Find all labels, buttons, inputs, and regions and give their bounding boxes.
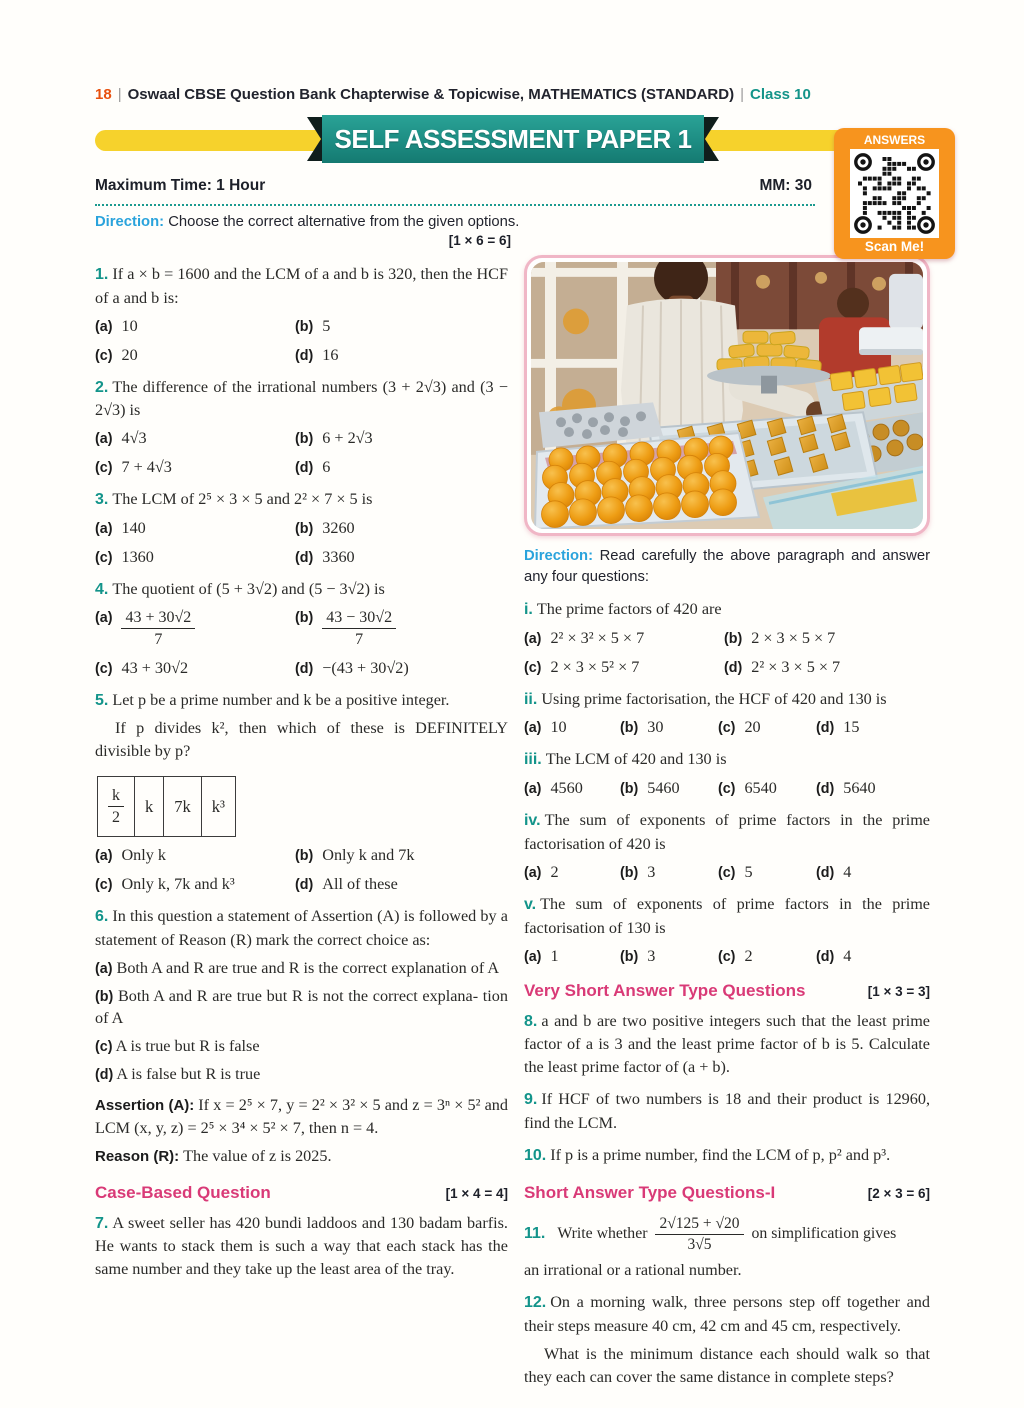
dotted-divider [95, 204, 815, 206]
option: (a) 2² × 3² × 5 × 7 [523, 628, 645, 647]
page-title: SELF ASSESSMENT PAPER 1 [334, 123, 692, 154]
sa1-section [524, 1183, 930, 1203]
sweet-shop-photo [524, 255, 930, 536]
subquestion-iii-options [524, 779, 930, 798]
option: (d) 6 [295, 458, 331, 477]
question-5-options [95, 846, 508, 894]
header-divider-2: | [740, 86, 744, 103]
question-11-tail: an irrational or a rational number. [523, 1261, 742, 1280]
question-4: 4. The quotient of (5 + 3√2) and (5 − 3√2) is [95, 580, 385, 599]
section-title: Short Answer Type Questions-I [523, 1182, 776, 1202]
question-11: 11. Write whether $\frac{2√125 + √20}{3√5}$ on simplification gives [523, 1214, 897, 1254]
qr-scan-label: Scan Me! [864, 239, 925, 254]
running-header [95, 86, 930, 103]
option: (d) 4 [815, 862, 852, 881]
assertion: Assertion (A): If x = 2⁵ × 7, y = 2² × 3² × 5 and z = 3ⁿ × 5² and LCM (x, y, z) = 2⁵ × 3⁴ × 5² × 7, then n = 4. [95, 1096, 508, 1138]
question-6-option-a: (a) Both A and R are true and R is the correct explanation of A [95, 959, 500, 978]
subquestion-v: v. The sum of exponents of prime factors in the prime factorisation of 130 is [523, 894, 930, 937]
direction-text: Read carefully the above paragraph and answer any four questions: [523, 548, 930, 586]
option: (c) 7 + 4√3 [95, 458, 172, 477]
question-2: 2. The difference of the irrational numbers (3 + 2√3) and (3 − 2√3) is [95, 377, 508, 420]
option: (c) 2 [717, 946, 753, 965]
subquestion-iv: iv. The sum of exponents of prime factors in the prime factorisation of 420 is [523, 811, 930, 853]
subquestion-i: i. The prime factors of 420 are [523, 599, 722, 618]
section-marks: [2 × 3 = 6] [867, 1185, 930, 1201]
option: (c) 20 [95, 345, 138, 364]
section-marks: [1 × 4 = 4] [445, 1185, 508, 1201]
question-3-options [95, 519, 508, 567]
banner-tag [322, 115, 704, 163]
title-banner [95, 115, 930, 165]
option: (a) Only k [95, 846, 166, 865]
table-cell: $\frac{k}{2}$ [98, 777, 135, 837]
reason: Reason (R): The value of z is 2025. [95, 1146, 332, 1165]
question-1-options [95, 317, 508, 365]
option: (d) 4 [815, 946, 852, 965]
option: (a) 4560 [523, 779, 583, 798]
question-7: 7. A sweet seller has 420 bundi laddoos and 130 badam barfis. He wants to stack them is such a way that each stack has the same number and they take up the least area of the tray. [95, 1213, 508, 1279]
subquestion-ii: ii. Using prime factorisation, the HCF of 420 and 130 is [523, 689, 887, 708]
subquestion-iv-options [524, 863, 930, 882]
question-5-line2: If p divides k², then which of these is DEFINITELY divisible by p? [95, 719, 508, 761]
question-12: 12. On a morning walk, three persons step off together and their steps measure 40 cm, 42 cm and 45 cm, respectively. [523, 1293, 930, 1336]
option: (c) 20 [717, 718, 761, 737]
option: (d) 3360 [295, 548, 355, 567]
option: (c) 5 [717, 862, 753, 881]
subquestion-iii: iii. The LCM of 420 and 130 is [523, 750, 727, 769]
qr-answers-label: ANSWERS [863, 133, 926, 147]
case-based-section [95, 1183, 508, 1203]
direction-1 [95, 214, 930, 230]
option: (c) 6540 [717, 779, 777, 798]
book-subject: MATHEMATICS (STANDARD) [528, 86, 735, 103]
header-divider: | [117, 86, 122, 103]
question-6-option-c: (c) A is true but R is false [95, 1037, 260, 1056]
section-title: Case-Based Question [95, 1182, 271, 1202]
option: (b) $\frac{43 - 30√2}{7}$ [295, 609, 508, 649]
option: (b) 3260 [295, 519, 355, 538]
option: (b) 3 [619, 946, 656, 965]
question-1: 1. If a × b = 1600 and the LCM of a and b is 320, then the HCF of a and b is: [95, 265, 508, 307]
direction-text: Choose the correct alternative from the given options. [168, 214, 520, 230]
question-2-options [95, 429, 508, 477]
qr-code-icon [850, 149, 939, 238]
option: (d) 16 [295, 345, 339, 364]
max-time: Maximum Time: 1 Hour [95, 177, 266, 194]
question-8: 8. a and b are two positive integers such that the least prime factor of a is 3 and the least prime factor of b is 5. Calculate the least prime factor of (a + b). [523, 1011, 930, 1077]
option: (b) 5 [295, 316, 331, 335]
table-cell: k [135, 777, 164, 837]
question-5: 5. Let p be a prime number and k be a positive integer. [95, 690, 450, 709]
question-9: 9. If HCF of two numbers is 18 and their product is 12960, find the LCM. [523, 1090, 930, 1132]
option: (a) 140 [95, 519, 146, 538]
answers-qr-card [834, 128, 955, 259]
class-label: Class 10 [749, 86, 811, 103]
left-column [95, 254, 508, 1286]
question-4-options [95, 609, 508, 678]
subquestion-ii-options [524, 718, 930, 737]
max-marks: MM: 30 [759, 177, 812, 194]
option: (d) All of these [295, 875, 398, 894]
option: (c) 43 + 30√2 [95, 658, 189, 677]
option: (d) −(43 + 30√2) [295, 658, 409, 677]
question-6-option-b: (b) Both A and R are true but R is not the correct explana- tion of A [95, 986, 508, 1028]
question-6: 6. In this question a statement of Assertion (A) is followed by a statement of Reason (R) mark the correct choice as: [95, 907, 508, 950]
option: (d) 5640 [815, 779, 876, 798]
option: (a) 2 [523, 862, 559, 881]
right-column [524, 254, 930, 1394]
table-cell: k³ [201, 777, 235, 837]
option: (b) Only k and 7k [295, 846, 415, 865]
direction-2 [524, 546, 930, 589]
option: (d) 15 [815, 718, 860, 737]
option: (b) 3 [619, 862, 656, 881]
question-5-table [97, 776, 236, 837]
vsa-section [524, 981, 930, 1001]
option: (d) 2² × 3 × 5 × 7 [723, 657, 841, 676]
option: (b) 5460 [619, 779, 680, 798]
option: (b) 6 + 2√3 [295, 429, 373, 448]
section-title: Very Short Answer Type Questions [523, 980, 806, 1000]
option: (b) 30 [619, 718, 664, 737]
book-title: Oswaal CBSE Question Bank Chapterwise & Topicwise, [127, 86, 529, 103]
page-number: 18 [95, 86, 112, 103]
mcq-marks: [1 × 6 = 6] [448, 233, 511, 248]
q11-fraction: $\frac{2√125 + √20}{3√5}$ [655, 1215, 743, 1254]
option: (a) 10 [95, 316, 138, 335]
direction-label: Direction: [523, 548, 594, 564]
option: (a) 4√3 [95, 429, 147, 448]
option: (a) 1 [523, 946, 559, 965]
table-cell: 7k [164, 777, 202, 837]
paper-meta [95, 177, 812, 195]
question-10: 10. If p is a prime number, find the LCM of p, p² and p³. [523, 1145, 891, 1164]
question-12-line2: What is the minimum distance each should walk so that they each can cover the same distance in complete steps? [523, 1345, 930, 1387]
option: (c) Only k, 7k and k³ [95, 875, 235, 894]
question-6-option-d: (d) A is false but R is true [95, 1064, 261, 1083]
subquestion-v-options [524, 947, 930, 966]
option: (b) 2 × 3 × 5 × 7 [723, 628, 836, 647]
question-3: 3. The LCM of 2⁵ × 3 × 5 and 2² × 7 × 5 is [95, 490, 373, 509]
option: (c) 1360 [95, 548, 154, 567]
direction-label: Direction: [95, 214, 165, 230]
option: (c) 2 × 3 × 5² × 7 [523, 657, 640, 676]
section-marks: [1 × 3 = 3] [867, 983, 930, 999]
option: (a) 10 [523, 718, 567, 737]
subquestion-i-options [524, 629, 930, 677]
option: (a) $\frac{43 + 30√2}{7}$ [95, 609, 295, 649]
